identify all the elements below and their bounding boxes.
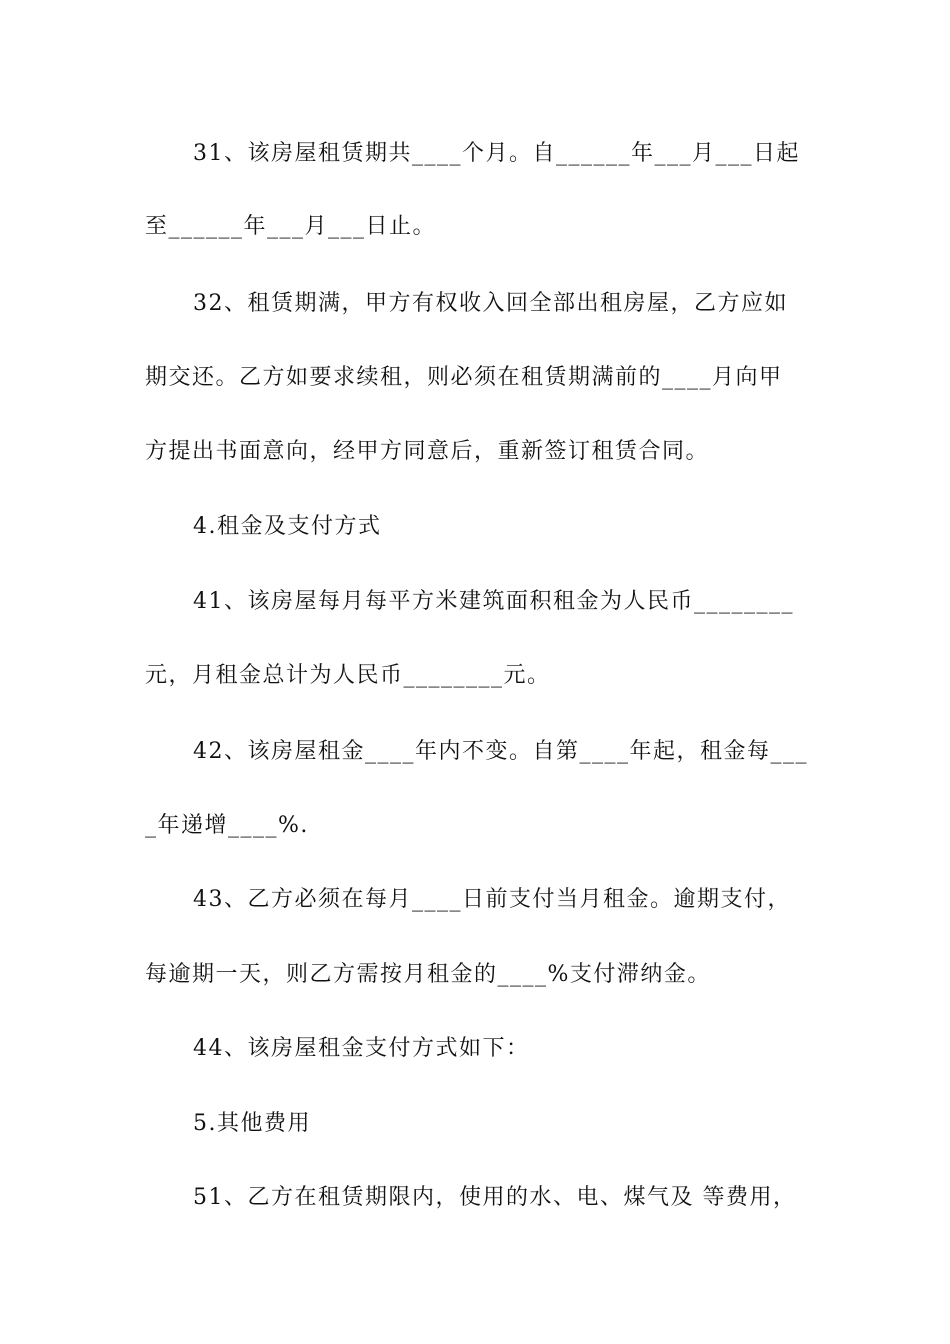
clause-44-line: 44、该房屋租金支付方式如下： [193,1036,530,1061]
clause-32-line-2: 期交还。乙方如要求续租，则必须在租赁期满前的____月向甲 [145,365,783,390]
clause-32-line-1: 32、租赁期满，甲方有权收入回全部出租房屋，乙方应如 [193,291,788,316]
section-5-heading: 5.其他费用 [193,1111,311,1136]
clause-41-line-1: 41、该房屋每月每平方米建筑面积租金为人民币________ [193,589,794,614]
clause-42-line-2: _年递增____%. [145,813,309,838]
clause-31-line-1: 31、该房屋租赁期共____个月。自______年___月___日起 [193,141,800,166]
clause-43-line-2: 每逾期一天，则乙方需按月租金的____%支付滞纳金。 [145,962,711,987]
clause-31-line-2: 至______年___月___日止。 [145,214,437,239]
clause-32-line-3: 方提出书面意向，经甲方同意后，重新签订租赁合同。 [145,439,710,464]
clause-43-line-1: 43、乙方必须在每月____日前支付当月租金。逾期支付， [193,887,791,912]
clause-41-line-2: 元，月租金总计为人民币________元。 [145,663,551,688]
section-4-heading: 4.租金及支付方式 [193,514,382,539]
clause-51-line-1: 51、乙方在租赁期限内，使用的水、电、煤气及 等费用， [193,1185,797,1210]
clause-42-line-1: 42、该房屋租金____年内不变。自第____年起，租金每___ [193,739,808,764]
